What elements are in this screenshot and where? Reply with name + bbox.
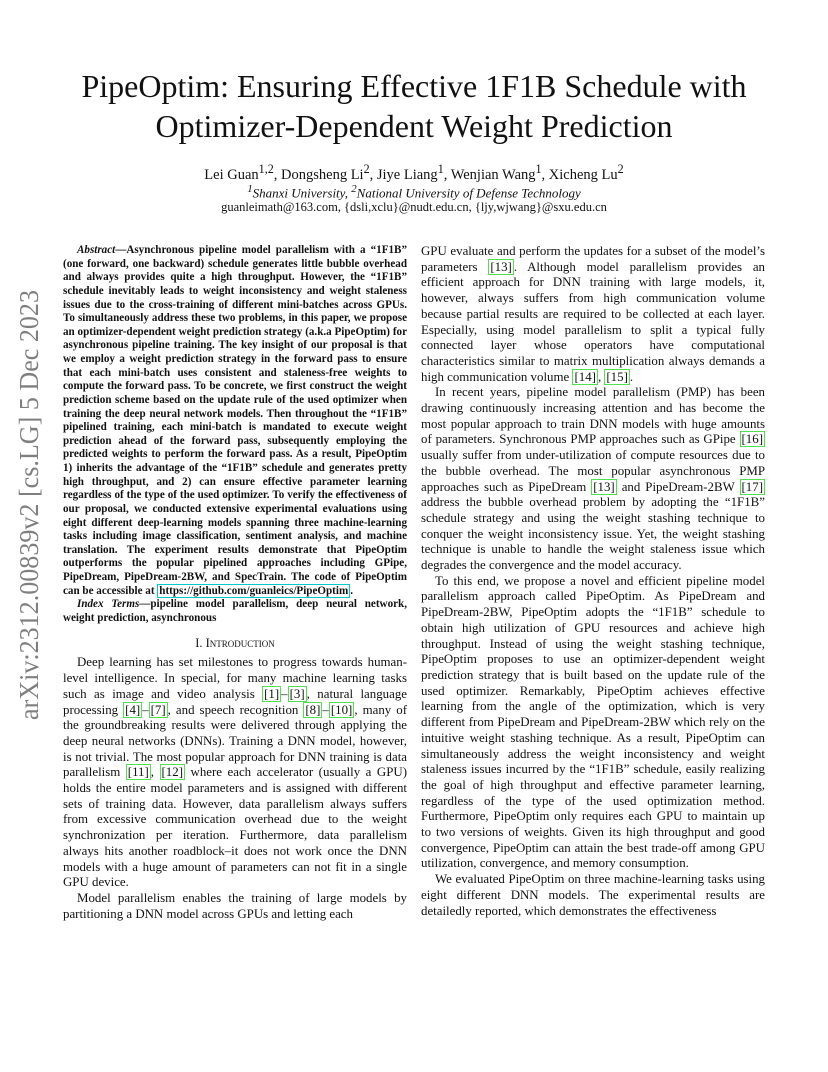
abstract-body: —Asynchronous pipeline model parallelism with a “1F1B” (one forward, one backward) schedule generates little bubble overhead and always provides quite a high throughput. However, the “1F1B” schedule inevitably leads to weight inconsistency and weight staleness issues due to the cross-training of different mini-batches across GPUs. To simultaneously address these two problems, in this paper, we propose an optimizer-dependent weight prediction strategy (a.k.a PipeOptim) for asynchronous pipeline training. The key insight of our proposal is that we employ a weight prediction strategy in the forward pass to ensure that each mini-batch uses consistent and staleness-free weights to compute the forward pass. To be concrete, we first construct the weight prediction scheme based on the update rule of the used optimizer when training the deep neural network models. Then throughout the “1F1B” pipelined training, each mini-batch is mandated to execute weight prediction ahead of the forward pass, subsequently employing the predicted weights to perform the forward pass. As a result, PipeOptim 1) inherits the advantage of the “1F1B” schedule and generates pretty high throughput, and 2) can ensure effective parameter learning regardless of the type of the used optimizer. To verify the effectiveness of our proposal, we conducted extensive experimental evaluations using eight different deep-learning models spanning three machine-learning tasks including image classification, sentiment analysis, and machine translation. The experiment results demonstrate that PipeOptim outperforms the popular pipelined approaches including GPipe, PipeDream, PipeDream-2BW, and SpecTrain. The code of PipeOptim can be accessible at — [63, 244, 407, 597]
body-paragraph: We evaluated PipeOptim on three machine-learning tasks using eight different DNN models. The experimental results are detailedly reported, which demonstrates the effectiveness — [421, 872, 765, 918]
abstract-label: Abstract — [77, 244, 116, 256]
citation-link[interactable]: [12] — [161, 765, 183, 780]
paper-title-line-1: PipeOptim: Ensuring Effective 1F1B Schedule with — [81, 68, 747, 104]
citation-link[interactable]: [14] — [574, 369, 596, 384]
citation-link[interactable]: [1] — [264, 686, 280, 701]
author-name: , Wenjian Wang — [443, 166, 536, 183]
body-paragraph: GPU evaluate and perform the updates for a subset of the model’s parameters [13] . Although model parallelism provides an efficient approach for DNN training with large models, it, however, always suffers from high communication volume because partial results are required to be collected at each layer. Especially, using model parallelism to split a typical fully connected layer whose operators have computational characteristics similar to matrix multiplication always demands a high communication volume [14] , [15] . — [421, 244, 765, 384]
code-repository-link[interactable]: https://github.com/guanleics/PipeOptim — [159, 584, 349, 597]
citation-link[interactable]: [13] — [490, 259, 512, 274]
citation-link[interactable]: [17] — [741, 479, 763, 494]
paper-title-line-2: Optimizer-Dependent Weight Prediction — [155, 108, 673, 144]
abstract-end: . — [350, 584, 353, 597]
arxiv-identifier-svg — [6, 290, 50, 720]
affiliation-name: National University of Defense Technology — [356, 185, 581, 201]
index-terms — [63, 598, 407, 625]
author-affil-mark: 2 — [363, 162, 370, 176]
author-affil-mark: 1,2 — [258, 162, 274, 176]
citation-link[interactable]: [3] — [289, 686, 305, 701]
citation-link[interactable]: [8] — [305, 702, 321, 717]
citation-link[interactable]: [16] — [741, 432, 763, 447]
paper-title — [40, 66, 788, 146]
author-emails: guanleimath@163.com, {dsli,xclu}@nudt.edu.cn, {ljy,wjwang}@sxu.edu.cn — [221, 200, 607, 214]
citation-link[interactable]: [13] — [593, 479, 615, 494]
citation-link[interactable]: [10] — [330, 702, 353, 717]
affiliation-name: Shanxi University, — [252, 185, 352, 201]
citation-link[interactable]: [4] — [125, 702, 141, 717]
body-paragraph: To this end, we propose a novel and efficient pipeline model parallelism approach called PipeOptim. As PipeDream and PipeDream-2BW, PipeOptim adopts the “1F1B” schedule to obtain high utilization of GPU resources and achieve high throughput. Instead of using the weight stashing technique, PipeOptim proposes to use an optimizer-dependent weight prediction strategy that is built based on the update rule of the used optimizer. Remarkably, PipeOptim achieves effective learning from the angle of the optimization, which is very different from PipeDream and PipeDream-2BW which rely on the intuitive weight stashing technique. As a result, PipeOptim can simultaneously address the weight inconsistency and weight staleness issues incurred by the “1F1B” schedule, easily realizing the goal of high throughput and effective parameter learning, regardless of the type of the used optimization method. Furthermore, PipeOptim only requires each GPU to maintain up to two versions of weights. Given its high throughput and good convergence, PipeOptim can attain the best trade-off among GPU utilization, convergence, and memory consumption. — [421, 573, 765, 871]
citation-link[interactable]: [11] — [127, 765, 149, 780]
affiliation-mark: 2 — [351, 183, 357, 195]
body-paragraph: In recent years, pipeline model parallelism (PMP) has been drawing continuously increasing attention and has become the most popular approach to train DNN models with huge amounts of parameters. Synchronous PMP approaches such as GPipe [16] usually suffer from under-utilization of compute resources due to the bubble overhead. The most popular asynchronous PMP approaches such as PipeDream [13] and PipeDream-2BW [17] address the bubble overhead problem by adopting the “1F1B” schedule strategy and using the weight stashing technique to conquer the weight inconsistency issue. Yet, the weight stashing technique is unable to handle the weight staleness issue which degrades the convergence and the model accuracy. — [421, 385, 765, 573]
author-name: , Dongsheng Li — [273, 166, 364, 183]
section-heading: I. Introduction — [195, 636, 275, 651]
index-terms-body: —pipeline model parallelism, deep neural network, weight prediction, asynchronous — [63, 598, 407, 624]
citation-link[interactable]: [7] — [150, 702, 166, 717]
arxiv-identifier-text: arXiv:2312.00839v2 [cs.LG] 5 Dec 2023 — [14, 290, 44, 720]
index-terms-label: Index Terms — [77, 598, 140, 611]
affiliation-mark: 1 — [247, 183, 253, 195]
body-paragraph: Deep learning has set milestones to progress towards human-level intelligence. In special, for many machine learning tasks such as image and video analysis [1] – [3] , natural language processing [4] – [7] , and speech recognition [8] – [10] , many of the groundbreaking results were delivered through applying the deep neural networks (DNNs). Training a DNN model, however, is not trivial. The most popular approach for DNN training is data parallelism [11] , [12] where each accelerator (usually a GPU) holds the entire model parameters and is assigned with different sets of training data. However, data parallelism always suffers from excessive communication overhead due to the weight synchronization per iteration. Furthermore, data parallelism always hits another roadblock–it does not work once the DNN models with a huge amount of parameters can not fit in a single GPU device. — [63, 655, 408, 890]
abstract — [63, 244, 407, 598]
author-name: , Xicheng Lu — [541, 166, 618, 183]
author-affil-mark: 1 — [535, 162, 542, 176]
author-affil-mark: 1 — [437, 162, 444, 176]
author-name: , Jiye Liang — [369, 166, 438, 183]
author-affil-mark: 2 — [617, 162, 624, 176]
author-name: Lei Guan — [204, 166, 259, 183]
right-column — [421, 244, 765, 919]
arxiv-identifier — [6, 290, 50, 720]
body-paragraph: Model parallelism enables the training of large models by partitioning a DNN model across GPUs and letting each — [63, 890, 407, 921]
left-column — [63, 244, 407, 922]
citation-link[interactable]: [15] — [606, 369, 628, 384]
